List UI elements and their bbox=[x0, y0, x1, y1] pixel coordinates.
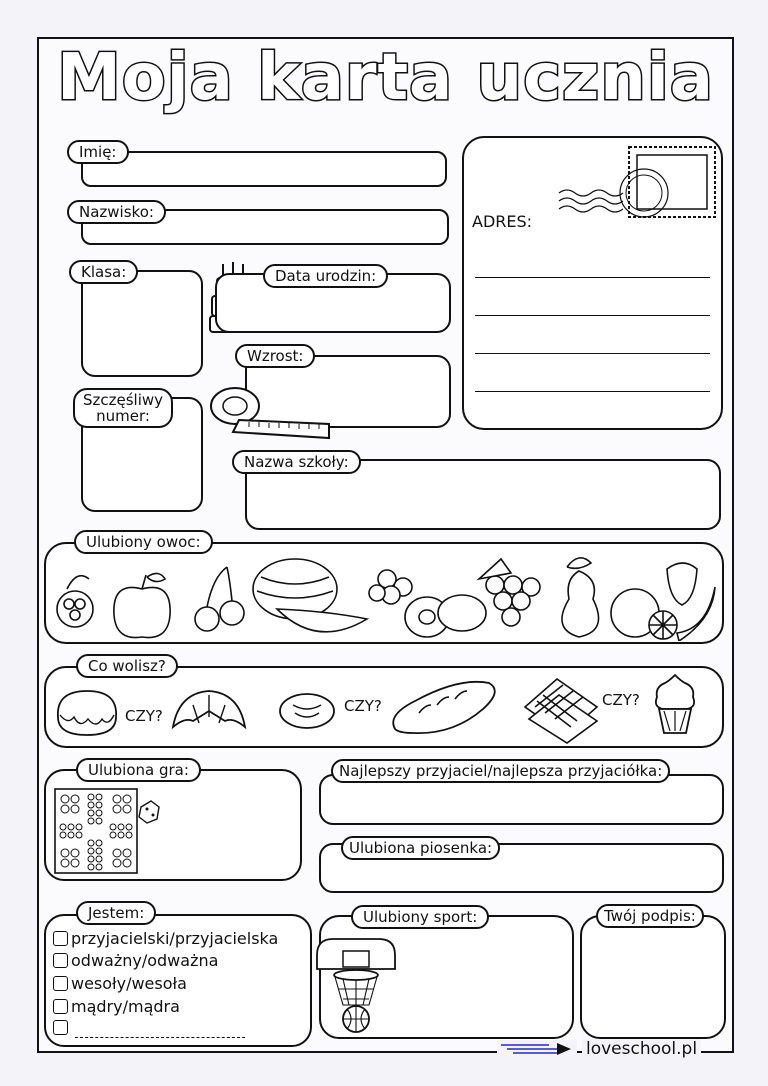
trait-option[interactable] bbox=[53, 929, 278, 948]
address-line bbox=[475, 277, 710, 278]
trait-option-blank[interactable] bbox=[53, 1020, 68, 1035]
trait-text: odważny/odważna bbox=[71, 951, 219, 970]
bread-roll-icon bbox=[277, 691, 337, 731]
or-text: CZY? bbox=[344, 697, 382, 715]
cherries-icon bbox=[195, 567, 244, 631]
address-line bbox=[475, 391, 710, 392]
orange-icon bbox=[611, 589, 677, 639]
surname-label: Nazwisko: bbox=[67, 200, 166, 224]
i-am-label: Jestem: bbox=[76, 901, 156, 925]
address-line bbox=[475, 315, 710, 316]
favorite-fruit-label: Ulubiony owoc: bbox=[74, 530, 213, 554]
favorite-sport-label: Ulubiony sport: bbox=[351, 905, 489, 929]
preference-label: Co wolisz? bbox=[76, 654, 178, 678]
baguette-icon bbox=[389, 679, 499, 737]
checkbox[interactable] bbox=[53, 931, 68, 946]
checkbox[interactable] bbox=[53, 953, 68, 968]
lucky-number-label-line1: Szczęśliwy bbox=[83, 391, 164, 409]
address-line bbox=[475, 353, 710, 354]
student-card-sheet bbox=[37, 37, 734, 1053]
school-name-label: Nazwa szkoły: bbox=[232, 450, 361, 474]
kiwi-icon bbox=[405, 595, 486, 637]
lucky-number-label-line2: numer: bbox=[96, 407, 150, 425]
class-label: Klasa: bbox=[69, 260, 138, 284]
height-label: Wzrost: bbox=[235, 344, 315, 368]
brand-logo-icon bbox=[497, 1040, 577, 1058]
postage-stamp-icon bbox=[554, 143, 719, 221]
address-label: ADRES: bbox=[472, 212, 533, 231]
blueberries-icon bbox=[369, 570, 412, 604]
trait-option[interactable] bbox=[53, 951, 218, 970]
donut-icon bbox=[54, 687, 120, 737]
trait-option[interactable] bbox=[53, 997, 180, 1016]
trait-option[interactable] bbox=[53, 974, 187, 993]
signature-label: Twój podpis: bbox=[596, 904, 704, 928]
cupcake-icon bbox=[652, 671, 698, 735]
or-text: CZY? bbox=[602, 691, 640, 709]
waffles-icon bbox=[519, 673, 603, 745]
apple-icon bbox=[114, 573, 170, 637]
raspberry-icon bbox=[57, 576, 93, 627]
checkbox[interactable] bbox=[53, 1020, 68, 1035]
fruit-illustrations bbox=[47, 549, 719, 641]
checkbox[interactable] bbox=[53, 999, 68, 1014]
or-text: CZY? bbox=[125, 707, 163, 725]
lucky-number-label bbox=[73, 388, 173, 428]
birthday-label: Data urodzin: bbox=[263, 264, 388, 288]
pear-icon bbox=[562, 558, 599, 637]
measuring-tape-icon bbox=[209, 384, 333, 442]
basketball-hoop-icon bbox=[313, 935, 399, 1035]
signature-field[interactable] bbox=[580, 915, 726, 1039]
trait-text: przyjacielski/przyjacielska bbox=[71, 929, 279, 948]
brand-name[interactable]: loveschool.pl bbox=[582, 1039, 701, 1059]
grapes-icon bbox=[479, 559, 540, 626]
best-friend-label: Najlepszy przyjaciel/najlepsza przyjaciółka: bbox=[331, 759, 670, 783]
blank-line[interactable] bbox=[75, 1037, 245, 1038]
favorite-game-label: Ulubiona gra: bbox=[76, 758, 201, 782]
page-title: Moja karta ucznia bbox=[57, 41, 714, 115]
checkbox[interactable] bbox=[53, 976, 68, 991]
class-field[interactable] bbox=[81, 270, 203, 377]
name-label: Imię: bbox=[67, 140, 129, 164]
watermelon-icon bbox=[253, 559, 367, 632]
croissant-icon bbox=[167, 687, 251, 735]
favorite-song-label: Ulubiona piosenka: bbox=[341, 836, 500, 860]
board-game-icon bbox=[53, 787, 161, 877]
trait-text: wesoły/wesoła bbox=[71, 974, 187, 993]
name-field[interactable] bbox=[81, 151, 447, 187]
trait-text: mądry/mądra bbox=[71, 997, 180, 1016]
strawberry-icon bbox=[667, 563, 697, 605]
